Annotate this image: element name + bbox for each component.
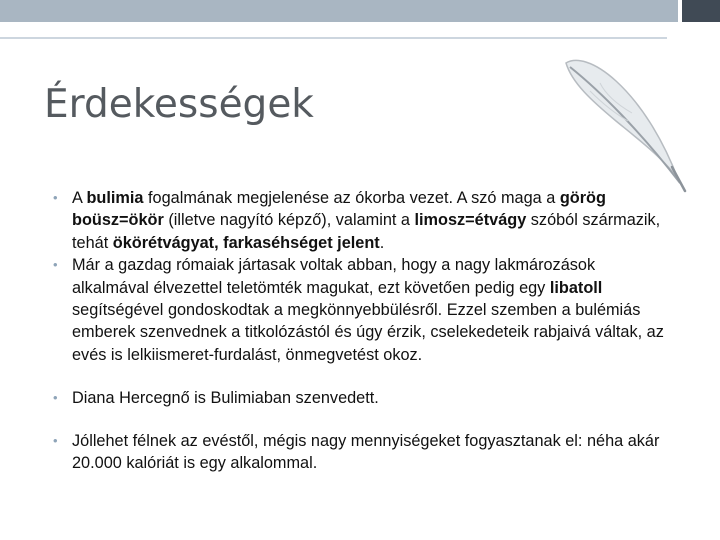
top-accent-bar <box>0 0 678 22</box>
bullet-text: . <box>379 233 385 252</box>
bullet-text: (illetve nagyító képző), valamint a <box>163 211 415 230</box>
bullet-dot: • <box>53 257 58 273</box>
bullet-dot: • <box>53 390 58 406</box>
slide-title: Érdekességek <box>44 82 314 127</box>
bullet-text: Már a gazdag rómaiak jártasak voltak abban, hogy a nagy lakmározások alkalmával élvezettel teletömték magukat, ezt követően pedig egy <box>72 256 596 297</box>
bullet-text: A <box>72 189 87 207</box>
bullet-item-bulimia-origin <box>53 187 673 254</box>
header-rule <box>0 37 667 39</box>
bold-term: ökörétvágyat, farkaséhséget jelent <box>112 233 380 252</box>
bold-term: libatoll <box>549 278 603 297</box>
bullet-item-calories <box>53 430 673 475</box>
bullet-dot: • <box>53 190 58 205</box>
bullet-item-romans <box>53 254 673 366</box>
bullet-item-diana <box>53 387 673 409</box>
bold-term: görög boüsz=ökör <box>72 189 606 230</box>
bullet-text: Diana Hercegnő is Bulimiaban szenvedett. <box>72 389 379 408</box>
bullet-text: Jóllehet félnek az evéstől, mégis nagy mennyiségeket fogyasztanak el: néha akár 20.000 kalóriát is egy alkalommal. <box>72 431 660 473</box>
bold-term: bulimia <box>86 189 144 207</box>
bullet-text: segítségével gondoskodtak a megkönnyebbülésről. Ezzel szemben a bulémiás emberek szenvednek a titkolózástól és úgy érzik, cselekedeteik rabjaivá váltak, az evés is lelkiismeret-furdalást, önmegvetést okoz. <box>72 301 664 364</box>
bullet-text: fogalmának megjelenése az ókorba vezet. A szó maga a <box>143 189 560 207</box>
bullet-dot: • <box>53 432 58 448</box>
top-corner-block <box>682 0 720 22</box>
bold-term: limosz=étvágy <box>414 211 527 230</box>
bullet-list <box>53 187 673 474</box>
feather-quill-icon <box>560 55 690 195</box>
bullet-text: szóból származik, tehát <box>72 211 661 252</box>
